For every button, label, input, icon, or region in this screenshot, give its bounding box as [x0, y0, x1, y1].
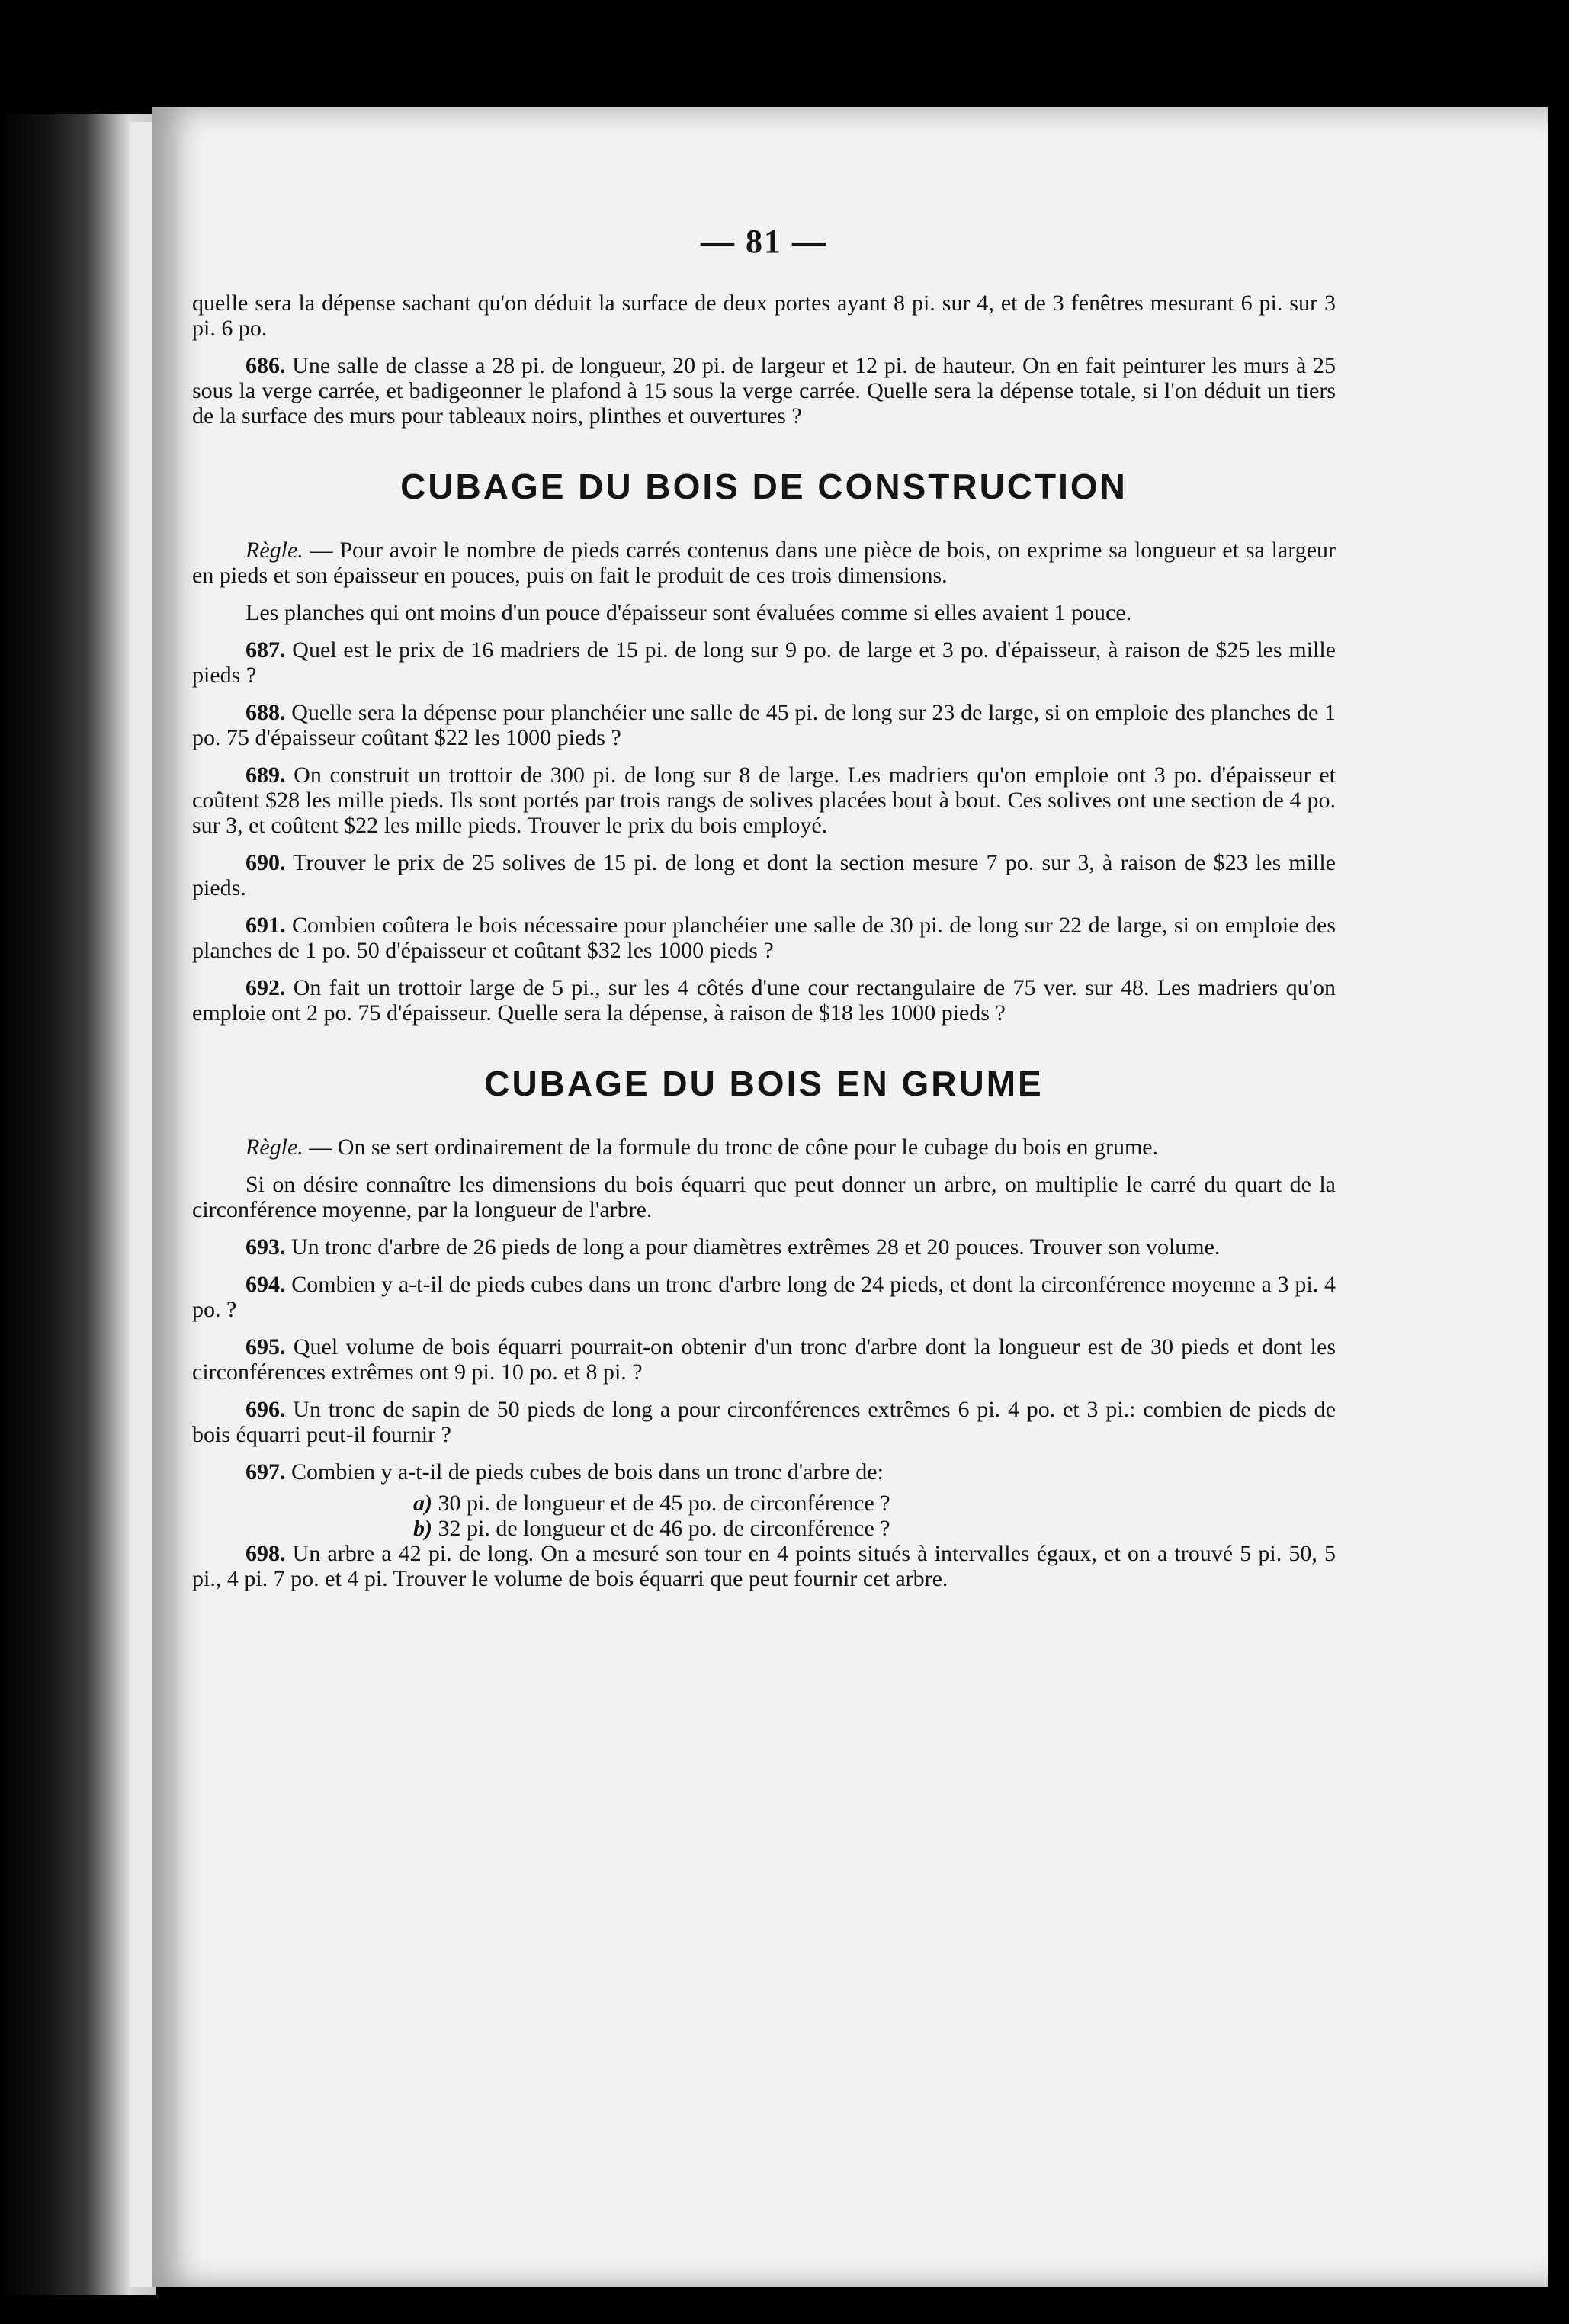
- rule-text: — Pour avoir le nombre de pieds carrés contenus dans une pièce de bois, on exprime sa longueur et sa largeur en pieds et son épaisseur en pouces, puis on fait le produit de ces trois dimensions.: [192, 538, 1336, 588]
- problem-697-part-a: [192, 1491, 1336, 1516]
- part-text: 30 pi. de longueur et de 45 po. de circonférence ?: [432, 1491, 890, 1516]
- problem-text: Une salle de classe a 28 pi. de longueur, 20 pi. de largeur et 12 pi. de hauteur. On en fait peinturer les murs à 25 sous la verge carrée, et badigeonner le plafond à 15 sous la verge carrée. Quelle sera la dépense totale, si l'on déduit un tiers de la surface des murs pour tableaux noirs, plinthes et ouvertures ?: [192, 353, 1336, 429]
- rule-construction: [192, 538, 1336, 588]
- problem-text: Combien y a-t-il de pieds cubes dans un tronc d'arbre long de 24 pieds, et dont la circonférence moyenne a 3 pi. 4 po. ?: [192, 1272, 1336, 1322]
- problem-692: [192, 975, 1336, 1026]
- problem-693: [192, 1234, 1336, 1260]
- problem-text: Trouver le prix de 25 solives de 15 pi. de long et dont la section mesure 7 po. sur 3, à raison de $23 les mille pieds.: [192, 850, 1336, 900]
- problem-687: [192, 637, 1336, 688]
- problem-695: [192, 1334, 1336, 1385]
- problem-690: [192, 850, 1336, 900]
- problem-text: Combien coûtera le bois nécessaire pour planchéier une salle de 30 pi. de long sur 22 de large, si on emploie des planches de 1 po. 50 d'épaisseur et coûtant $32 les 1000 pieds ?: [192, 913, 1336, 963]
- part-label: a): [413, 1491, 432, 1516]
- problem-text: Un arbre a 42 pi. de long. On a mesuré son tour en 4 points situés à intervalles égaux, et on a trouvé 5 pi. 50, 5 pi., 4 pi. 7 po. et 4 pi. Trouver le volume de bois équarri que peut fournir cet arbre.: [192, 1541, 1336, 1591]
- problem-number: 697.: [245, 1459, 286, 1485]
- note-grume: Si on désire connaître les dimensions du bois équarri que peut donner un arbre, on multiplie le carré du quart de la circonférence moyenne, par la longueur de l'arbre.: [192, 1172, 1336, 1222]
- section-heading-construction: CUBAGE DU BOIS DE CONSTRUCTION: [400, 467, 1128, 506]
- problem-number: 695.: [245, 1334, 286, 1359]
- rule-grume: [192, 1135, 1336, 1160]
- problem-number: 698.: [245, 1541, 286, 1566]
- problem-number: 687.: [245, 637, 286, 663]
- problem-694: [192, 1272, 1336, 1322]
- rule-label: Règle.: [245, 538, 303, 563]
- rule-label: Règle.: [245, 1135, 303, 1160]
- problem-text: Un tronc de sapin de 50 pieds de long a pour circonférences extrêmes 6 pi. 4 po. et 3 pi.: combien de pieds de bois équarri peut-il fournir ?: [192, 1397, 1336, 1447]
- problem-number: 696.: [245, 1397, 286, 1422]
- problem-number: 686.: [245, 353, 286, 378]
- problem-number: 693.: [245, 1234, 286, 1260]
- book-page: [152, 107, 1548, 2287]
- problem-text: Quel volume de bois équarri pourrait-on obtenir d'un tronc d'arbre dont la longueur est de 30 pieds et dont les circonférences extrêmes ont 9 pi. 10 po. et 8 pi. ?: [192, 1334, 1336, 1385]
- rule-text: — On se sert ordinairement de la formule du tronc de cône pour le cubage du bois en grume.: [303, 1135, 1159, 1160]
- problem-698: [192, 1541, 1336, 1591]
- problem-text: Quel est le prix de 16 madriers de 15 pi. de long sur 9 po. de large et 3 po. d'épaisseur, à raison de $25 les mille pieds ?: [192, 637, 1336, 688]
- problem-691: [192, 913, 1336, 963]
- note-construction: Les planches qui ont moins d'un pouce d'épaisseur sont évaluées comme si elles avaient 1 pouce.: [245, 600, 1132, 625]
- problem-number: 690.: [245, 850, 286, 875]
- problem-text: Quelle sera la dépense pour planchéier une salle de 45 pi. de long sur 23 de large, si on emploie des planches de 1 po. 75 d'épaisseur coûtant $22 les 1000 pieds ?: [192, 700, 1336, 750]
- problem-text: On construit un trottoir de 300 pi. de long sur 8 de large. Les madriers qu'on emploie ont 3 po. d'épaisseur et coûtent $28 les mille pieds. Ils sont portés par trois rangs de solives placées bout à bout. Ces solives ont une section de 4 po. sur 3, et coûtent $22 les mille pieds. Trouver le prix du bois employé.: [192, 762, 1336, 838]
- problem-number: 694.: [245, 1272, 286, 1297]
- problem-number: 691.: [245, 913, 286, 938]
- problem-697: [192, 1459, 1336, 1485]
- problem-686: [192, 353, 1336, 429]
- page-number: — 81 —: [701, 223, 827, 260]
- section-heading-grume: CUBAGE DU BOIS EN GRUME: [484, 1064, 1044, 1103]
- continuation-paragraph: quelle sera la dépense sachant qu'on déduit la surface de deux portes ayant 8 pi. sur 4, et de 3 fenêtres mesurant 6 pi. sur 3 pi. 6 po.: [192, 290, 1336, 341]
- problem-text: Combien y a-t-il de pieds cubes de bois dans un tronc d'arbre de:: [285, 1459, 884, 1485]
- problem-number: 688.: [245, 700, 286, 725]
- page-content: [192, 223, 1336, 1603]
- problem-number: 692.: [245, 975, 286, 1000]
- problem-689: [192, 762, 1336, 838]
- problem-697-part-b: [192, 1516, 1336, 1541]
- part-text: 32 pi. de longueur et de 46 po. de circonférence ?: [432, 1516, 890, 1541]
- problem-number: 689.: [245, 762, 286, 788]
- problem-text: On fait un trottoir large de 5 pi., sur les 4 côtés d'une cour rectangulaire de 75 ver. sur 48. Les madriers qu'on emploie ont 2 po. 75 d'épaisseur. Quelle sera la dépense, à raison de $18 les 1000 pieds ?: [192, 975, 1336, 1026]
- problem-696: [192, 1397, 1336, 1447]
- part-label: b): [413, 1516, 432, 1541]
- problem-688: [192, 700, 1336, 750]
- problem-text: Un tronc d'arbre de 26 pieds de long a pour diamètres extrêmes 28 et 20 pouces. Trouver son volume.: [285, 1234, 1221, 1260]
